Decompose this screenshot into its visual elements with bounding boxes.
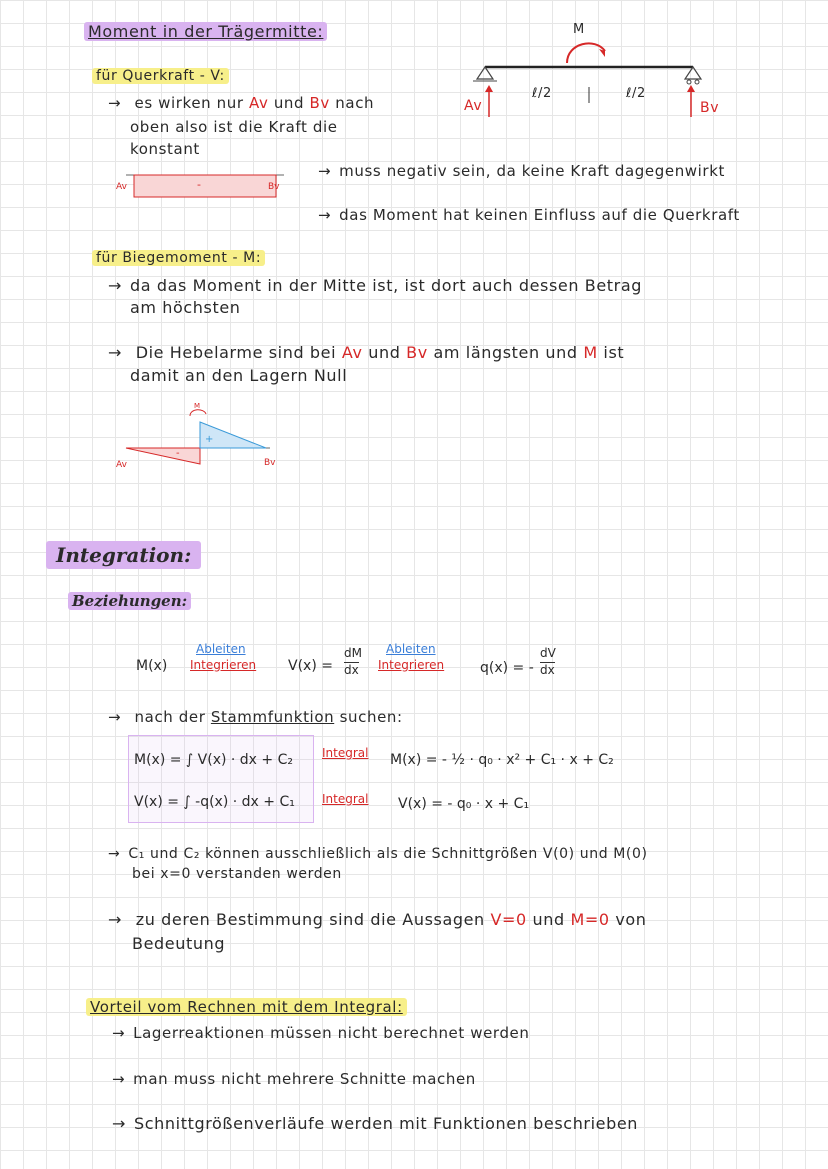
integration-title: Integration: [46,541,201,569]
querkraft-heading: für Querkraft - V: [92,68,229,84]
arrow-icon: → [108,276,123,295]
biege-line1: → da das Moment in der Mitte ist, ist dort auch dessen Betrag [108,276,643,295]
moment-diag-av: Av [116,460,127,470]
querkraft-negative-area [134,175,276,197]
right-roller-icon-2 [695,80,699,84]
integrieren-label-2: Integrieren [378,658,445,672]
note2: → das Moment hat keinen Einfluss auf die Querkraft [318,206,740,224]
vorteil-item-2: → man muss nicht mehrere Schnitte machen [112,1070,476,1088]
ableiten-label-1: Ableiten [196,642,246,656]
integrieren-label-1: Integrieren [190,658,257,672]
moment-diag-plus: + [205,434,214,445]
moment-diag-bv: Bv [264,458,276,468]
querkraft-diag-bv: Bv [268,182,280,192]
av-arrowhead-icon [485,85,493,92]
c-line2: bei x=0 verstanden werden [132,866,342,882]
arrow-icon: → [108,343,123,362]
stammfunktion-line: → nach der Stammfunktion suchen: [108,708,403,726]
dx-label-1: dx [344,663,359,677]
beam-right-half: ℓ/2 [626,86,646,101]
biege-line2: am höchsten [130,298,241,317]
biege-line4: damit an den Lagern Null [130,366,348,385]
moment-small-arc-icon [190,410,206,416]
ableiten-label-2: Ableiten [386,642,436,656]
biege-line3: → Die Hebelarme sind bei Av und Bv am längsten und M ist [108,343,625,362]
beam-moment-label: M [573,22,585,37]
integral-label-2: Integral [322,792,369,806]
qx-eq-label: q(x) = - [480,660,534,676]
c-line1: → C₁ und C₂ können ausschließlich als die Schnittgrößen V(0) und M(0) [108,846,648,862]
arrow-icon: → [318,162,332,180]
querkraft-line3: konstant [130,140,200,158]
beziehungen-subtitle: Beziehungen: [68,592,191,610]
left-support-icon [477,67,493,79]
bv-arrowhead-icon [687,85,695,92]
moment-arc-icon [567,43,605,63]
dv-label: dV [540,646,556,660]
bestimmung-line2: Bedeutung [132,934,226,953]
right-roller-icon [687,80,691,84]
querkraft-line2: oben also ist die Kraft die [130,118,338,136]
formula-v-result: V(x) = - q₀ · x + C₁ [398,796,530,812]
bestimmung-line1: → zu deren Bestimmung sind die Aussagen V=0 und M=0 von [108,910,647,929]
beam-av-label: Av [464,98,483,114]
moment-diagram [118,400,288,476]
formula-m-integral: M(x) = ∫ V(x) · dx + C₂ [134,752,293,768]
arrow-icon: → [318,206,332,224]
arrow-icon: → [112,1024,126,1042]
moment-negative-area [126,448,200,464]
beam-bv-label: Bv [700,100,720,116]
vorteil-item-3: → Schnittgrößenverläufe werden mit Funktionen beschrieben [112,1114,639,1133]
vorteil-item-1: → Lagerreaktionen müssen nicht berechnet werden [112,1024,530,1042]
formula-v-integral: V(x) = ∫ -q(x) · dx + C₁ [134,794,295,810]
querkraft-diagram [112,170,292,206]
querkraft-diag-sign: - [197,178,201,191]
vx-eq-label: V(x) = [288,658,333,674]
querkraft-line1: → es wirken nur Av und Bv nach [108,94,375,112]
querkraft-diag-av: Av [116,182,127,192]
biegemoment-heading: für Biegemoment - M: [92,250,265,266]
arrow-icon: → [112,1114,127,1133]
arrow-icon: → [112,1070,126,1088]
dx-label-2: dx [540,663,555,677]
arrow-icon: → [108,708,122,726]
beam-left-half: ℓ/2 [532,86,552,101]
moment-diag-m: M [194,402,201,410]
right-support-icon [685,67,701,79]
arrow-icon: → [108,846,121,862]
note1: → muss negativ sein, da keine Kraft dagegenwirkt [318,162,725,180]
formula-m-result: M(x) = - ½ · q₀ · x² + C₁ · x + C₂ [390,752,614,768]
moment-diag-minus: - [176,448,180,459]
arrow-icon: → [108,94,122,112]
section-title-moment: Moment in der Trägermitte: [84,22,327,41]
vorteil-heading: Vorteil vom Rechnen mit dem Integral: [86,998,407,1016]
mx-label: M(x) [136,658,168,674]
dm-label: dM [344,646,362,660]
integral-label-1: Integral [322,746,369,760]
arrow-icon: → [108,910,123,929]
